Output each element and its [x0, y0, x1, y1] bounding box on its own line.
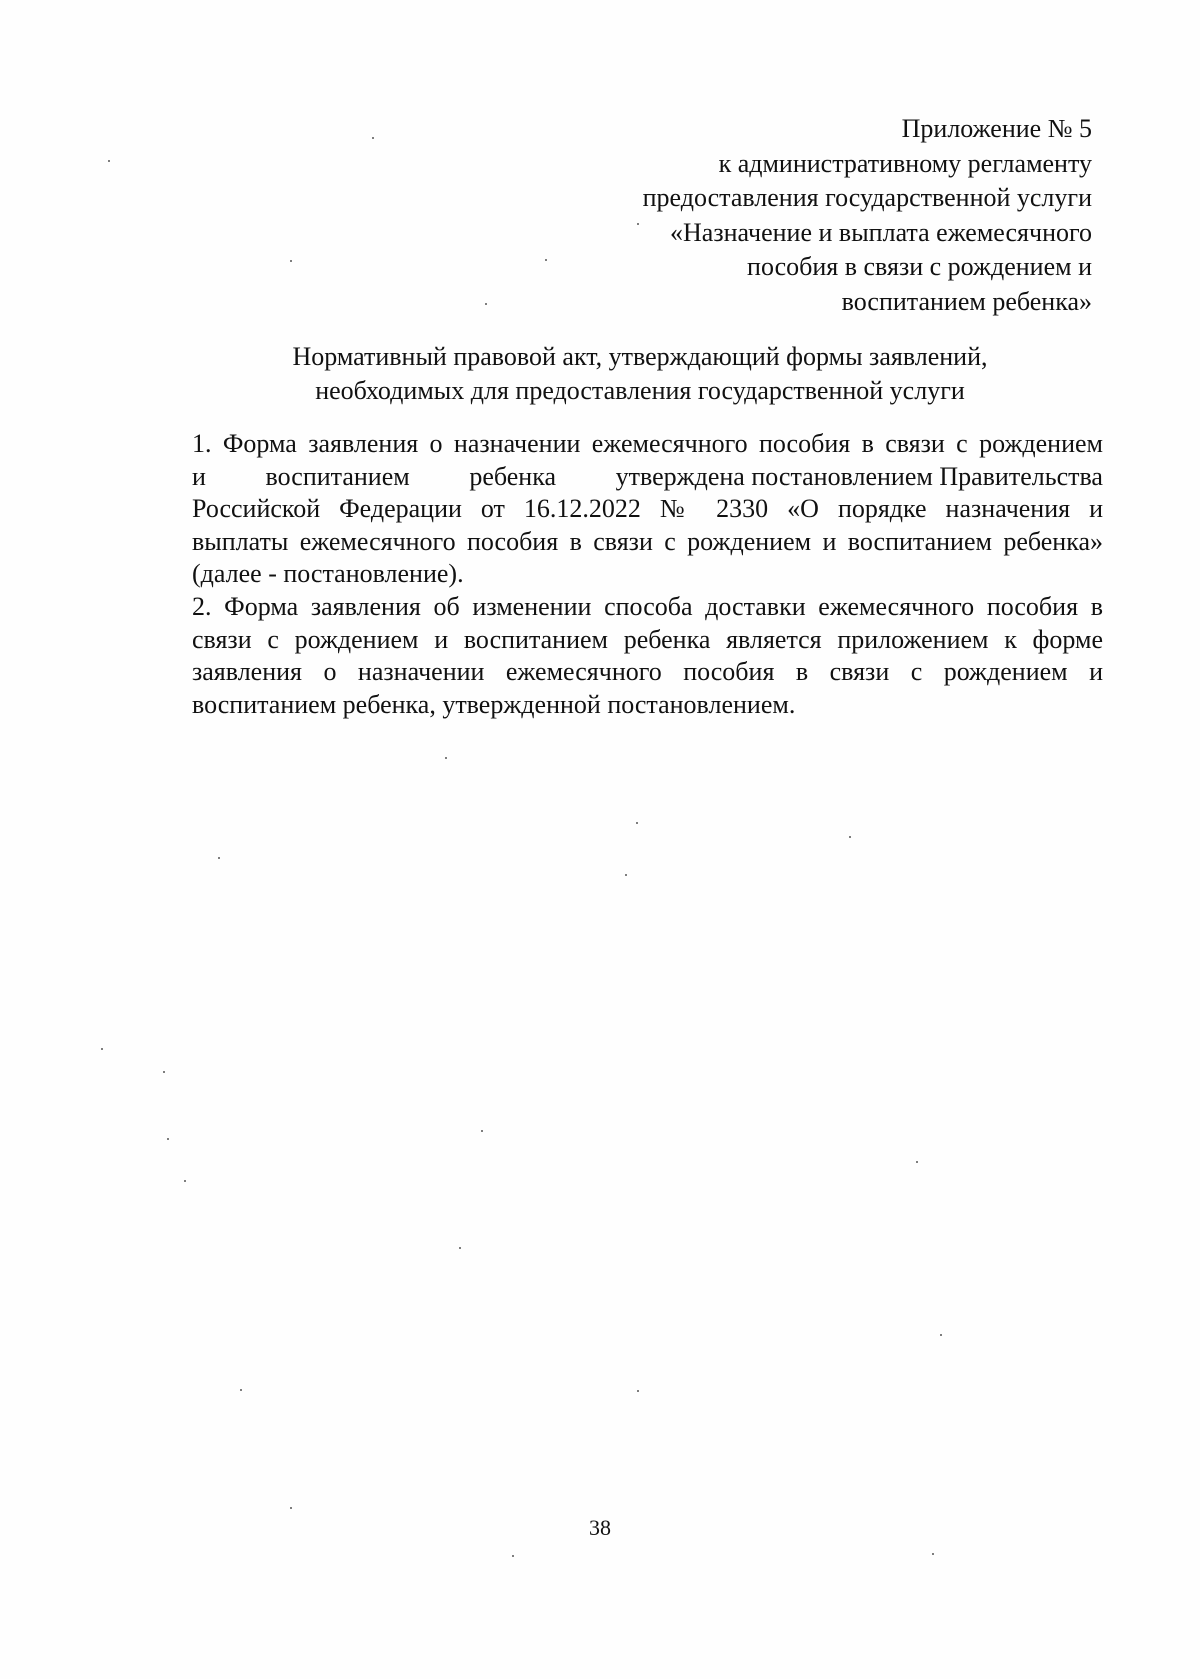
- item-1-word: воспитанием: [265, 461, 410, 491]
- appendix-header: [572, 112, 1092, 319]
- scan-speck: [636, 822, 638, 824]
- item-1-line: (далее - постановление).: [192, 559, 464, 589]
- scan-speck: [108, 160, 110, 162]
- scan-speck: [916, 1161, 918, 1163]
- document-title: [190, 340, 1090, 408]
- scan-speck: [545, 259, 547, 261]
- scan-speck: [184, 1180, 186, 1182]
- item-2-line: 2. Форма заявления об изменении способа доставки ежемесячного пособия в: [192, 591, 1103, 621]
- item-1: [192, 428, 1103, 591]
- document-body: [192, 428, 1103, 721]
- scan-speck: [167, 1138, 169, 1140]
- item-1-word: ребенка: [469, 461, 556, 491]
- appendix-number: Приложение № 5: [901, 114, 1092, 143]
- page-number: 38: [589, 1515, 611, 1540]
- item-2-line: связи с рождением и воспитанием ребенка является приложением к форме: [192, 624, 1103, 654]
- title-line: Нормативный правовой акт, утверждающий формы заявлений,: [292, 342, 988, 371]
- scan-speck: [445, 757, 447, 759]
- item-2-line: воспитанием ребенка, утвержденной постановлением.: [192, 689, 796, 719]
- scan-speck: [481, 1130, 483, 1132]
- scan-speck: [290, 260, 292, 262]
- item-2: [192, 591, 1103, 721]
- item-1-word: и: [192, 461, 206, 491]
- scan-speck: [459, 1247, 461, 1249]
- item-1-line: выплаты ежемесячного пособия в связи с рождением и воспитанием ребенка»: [192, 526, 1103, 556]
- scan-speck: [485, 303, 487, 305]
- item-2-line: заявления о назначении ежемесячного пособия в связи с рождением и: [192, 657, 1103, 687]
- scan-speck: [637, 1390, 639, 1392]
- appendix-reference-line: пособия в связи с рождением и: [747, 252, 1092, 281]
- scan-speck: [290, 1507, 292, 1509]
- item-1-line: 1. Форма заявления о назначении ежемесячного пособия в связи с рождением: [192, 429, 1103, 458]
- scan-speck: [240, 1389, 242, 1391]
- scan-speck: [218, 857, 220, 859]
- item-1-line-spread: [192, 461, 1103, 494]
- item-1-word: утверждена постановлением Правительства: [615, 461, 1103, 491]
- scan-speck: [637, 223, 639, 225]
- scan-speck: [163, 1071, 165, 1073]
- appendix-reference-line: предоставления государственной услуги: [642, 183, 1092, 212]
- scan-speck: [372, 137, 374, 139]
- title-line: необходимых для предоставления государственной услуги: [315, 376, 965, 405]
- item-1-line: Российской Федерации от 16.12.2022 № 2330 «О порядке назначения и: [192, 494, 1103, 524]
- appendix-reference-line: к административному регламенту: [718, 148, 1092, 178]
- appendix-reference-line: воспитанием ребенка»: [841, 286, 1092, 316]
- scan-speck: [932, 1553, 934, 1555]
- scan-speck: [101, 1048, 103, 1050]
- scan-speck: [940, 1334, 942, 1336]
- scan-speck: [625, 874, 627, 876]
- scan-speck: [849, 836, 851, 838]
- scan-speck: [512, 1555, 514, 1557]
- appendix-reference-line: «Назначение и выплата ежемесячного: [670, 217, 1092, 247]
